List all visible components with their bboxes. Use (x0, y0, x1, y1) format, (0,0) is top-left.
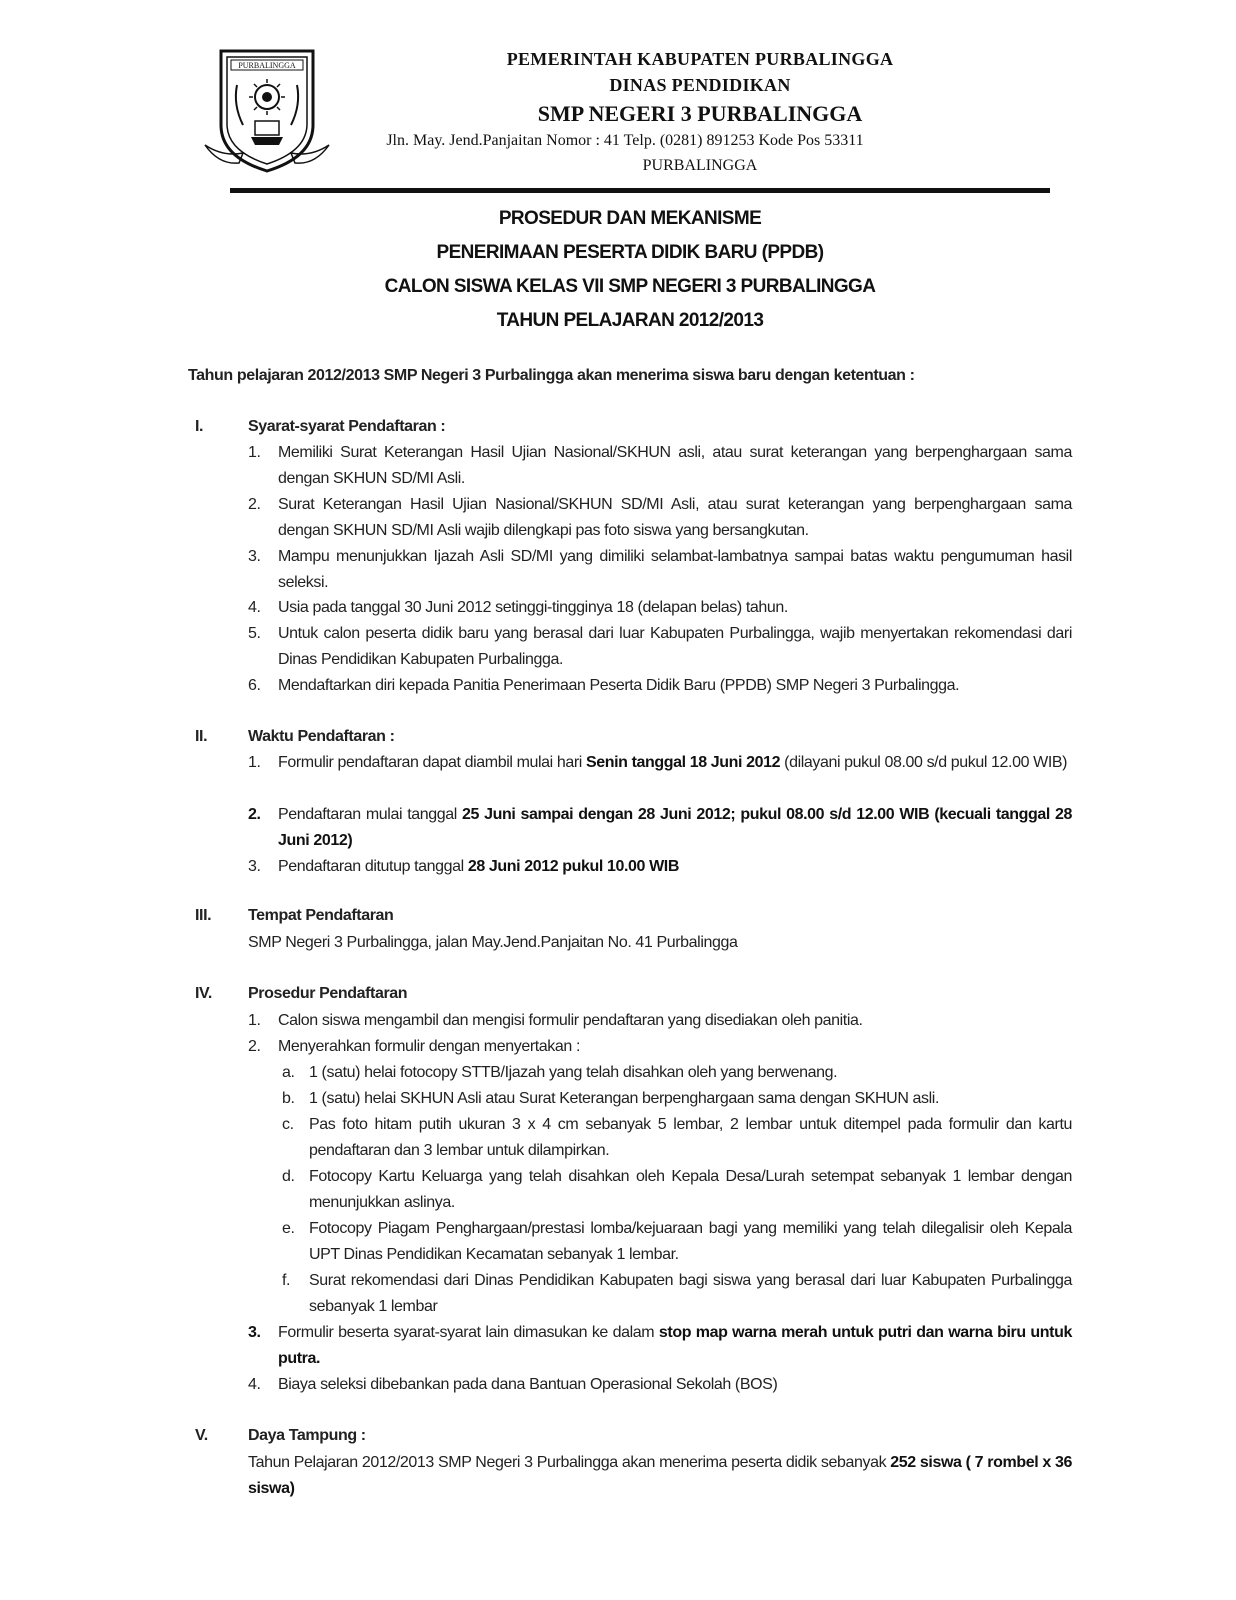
letterhead-school: SMP NEGERI 3 PURBALINGGA (537, 101, 863, 126)
section-3-title: Tempat Pendaftaran (248, 907, 394, 924)
svg-text:PURBALINGGA: PURBALINGGA (238, 61, 296, 70)
section-5-title: Daya Tampung : (248, 1427, 366, 1444)
letterhead-department: DINAS PENDIDIKAN (609, 75, 791, 95)
letterhead-government: PEMERINTAH KABUPATEN PURBALINGGA (506, 49, 894, 69)
section-4-number: IV. (195, 985, 212, 1002)
registration-location: SMP Negeri 3 Purbalingga, jalan May.Jend.Panjaitan No. 41 Purbalingga (248, 934, 738, 951)
intro-statement: Tahun pelajaran 2012/2013 SMP Negeri 3 Purbalingga akan menerima siswa baru dengan ketentuan : (188, 367, 915, 384)
document-page: PURBALINGGA PEMERINTAH KABUPATEN PURBALINGGA DINAS PENDIDIKAN SMP NEGERI 3 PURBALINGGA Jln. May. Jend.Panjaitan Nomor : 41 Telp. (0281) 891253 Kode Pos 53311 PURBALINGGA PROSEDUR DAN MEKANISME PENERIMAAN PESERTA DIDIK BARU (PPDB) CALON SISWA KELAS VII SMP NEGERI 3 PURBALINGGA TAHUN PELAJARAN 2012/2013 Tahun pelajaran 2012/2013 SMP Negeri 3 Purbalingga akan menerima siswa baru dengan ketentuan : I. Syarat-syarat Pendaftaran : 1. Memiliki Surat Keterangan Hasil Ujian Nasional/SKHUN asli, atau surat keterangan yang berpenghargaan sama dengan SKHUN SD/MI Asli. 2. Surat Keterangan Hasil Ujian Nasional/SKHUN SD/MI Asli, atau surat keterangan yang berpenghargaan sama dengan SKHUN SD/MI Asli wajib dilengkapi pas foto siswa yang bersangkutan. 3. Mampu menunjukkan Ijazah Asli SD/MI yang dimiliki selambat-lambatnya sampai batas waktu pengumuman hasil seleksi. 4. Usia pada tanggal 30 Juni 2012 setinggi-tingginya 18 (delapan belas) tahun. 5. Untuk calon peserta didik baru yang berasal dari luar Kabupaten Purbalingga, wajib menyertakan rekomendasi dari Dinas Pendidikan Kabupaten Purbalingga. 6. Mendaftarkan diri kepada Panitia Penerimaan Peserta Didik Baru (PPDB) SMP Negeri 3 Purbalingga. II. Waktu Pendaftaran : 1. Formulir pendaftaran dapat diambil mulai hari Senin tanggal 18 Juni 2012 (dilayani pukul 08.00 s/d pukul 12.00 WIB) 2. Pendaftaran mulai tanggal 25 Juni sampai dengan 28 Juni 2012; pukul 08.00 s/d 12.00 WIB (kecuali tanggal 28 Juni 2012) 3. Pendaftaran ditutup tanggal 28 Juni 2012 pukul 10.00 WIB III. Tempat Pendaftaran SMP Negeri 3 Purbalingga, jalan May.Jend.Panjaitan No. 41 Purbalingga IV. Prosedur Pendaftaran 1. Calon siswa mengambil dan mengisi formulir pendaftaran yang disediakan oleh panitia. 2. Menyerahkan formulir dengan menyertakan : a. 1 (satu) helai fotocopy STTB/Ijazah yang telah disahkan oleh yang berwenang. b. 1 (satu) helai SKHUN Asli atau Surat Keterangan berpenghargaan sama dengan SKHUN asli. c. Pas foto hitam putih ukuran 3 x 4 cm sebanyak 5 lembar, 2 lembar untuk ditempel pada formulir dan kartu pendaftaran dan 3 lembar untuk dilampirkan. d. Fotocopy Kartu Keluarga yang telah disahkan oleh Kepala Desa/Lurah setempat sebanyak 1 lembar dengan menunjukkan aslinya. e. Fotocopy Piagam Penghargaan/prestasi lomba/kejuaraan bagi yang memiliki yang telah dilegalisir oleh Kepala UPT Dinas Pendidikan Kecamatan sebanyak 1 lembar. f. Surat rekomendasi dari Dinas Pendidikan Kabupaten bagi siswa yang berasal dari luar Kabupaten Purbalingga sebanyak 1 lembar 3. Formulir beserta syarat-syarat lain dimasukan ke dalam stop map warna merah untuk putri dan warna biru untuk putra. 4. Biaya seleksi dibebankan pada dana Bantuan Operasional Sekolah (BOS) V. Daya Tampung : Tahun Pelajaran 2012/2013 SMP Negeri 3 Purbalingga akan menerima peserta didik sebanyak 252 siswa ( 7 rombel x 36 siswa) (0, 0, 1236, 1600)
letterhead-address: Jln. May. Jend.Panjaitan Nomor : 41 Telp. (0281) 891253 Kode Pos 53311 (386, 132, 864, 149)
document-title-line-4: TAHUN PELAJARAN 2012/2013 (496, 310, 764, 331)
section-5-number: V. (195, 1427, 208, 1444)
document-title-line-2: PENERIMAAN PESERTA DIDIK BARU (PPDB) (436, 242, 824, 263)
letterhead-city: PURBALINGGA (642, 157, 758, 174)
section-3-number: III. (195, 907, 212, 924)
purbalingga-crest-logo (203, 45, 331, 175)
section-2-title: Waktu Pendaftaran : (248, 728, 395, 745)
section-2-number: II. (195, 728, 208, 745)
section-4-title: Prosedur Pendaftaran (248, 985, 408, 1002)
capacity-statement: Tahun Pelajaran 2012/2013 SMP Negeri 3 Purbalingga akan menerima peserta didik sebanyak 252 siswa ( 7 rombel x 36 siswa) (248, 1454, 1072, 1497)
document-title-line-3: CALON SISWA KELAS VII SMP NEGERI 3 PURBALINGGA (384, 276, 876, 297)
section-1-number: I. (195, 418, 204, 435)
section-1-title: Syarat-syarat Pendaftaran : (248, 418, 446, 435)
letterhead-divider (230, 188, 1050, 193)
document-title-line-1: PROSEDUR DAN MEKANISME (498, 208, 762, 229)
